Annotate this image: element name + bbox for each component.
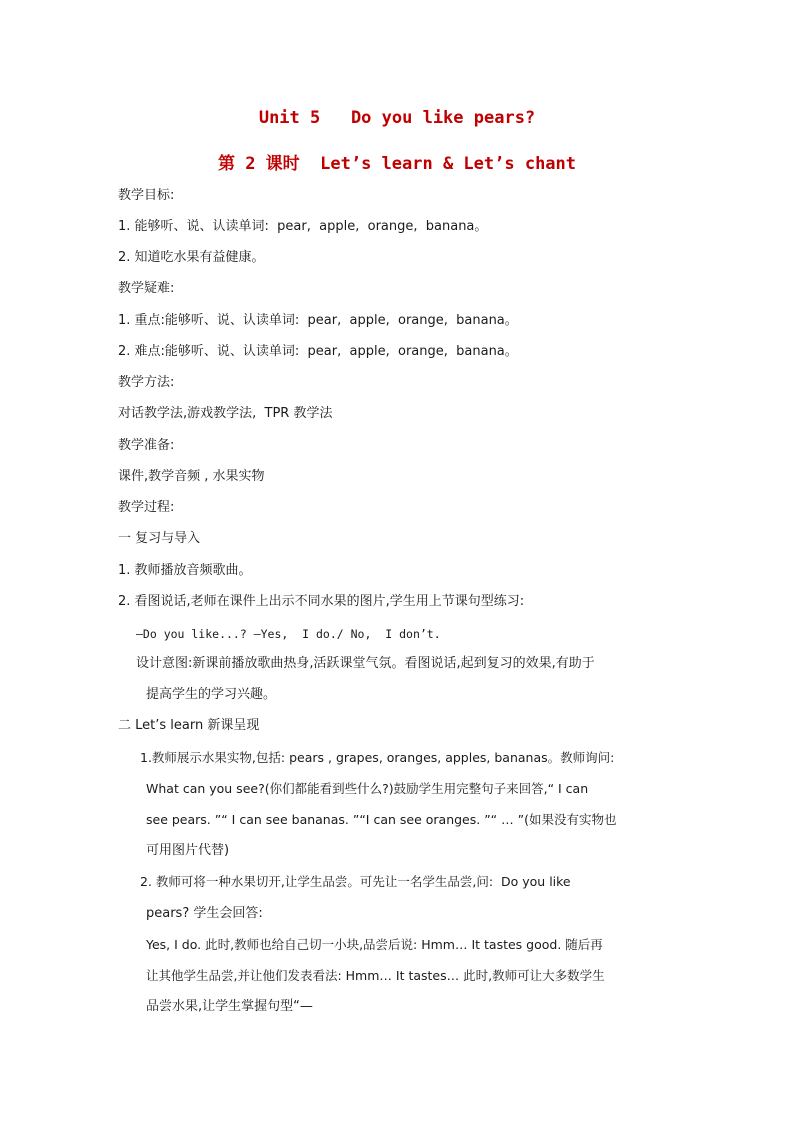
- section-heading: 教学准备:: [118, 438, 175, 453]
- step-line: pears? 学生会回答:: [146, 906, 263, 921]
- unit-title: Unit 5 Do you like pears?: [258, 108, 536, 128]
- design-intent-line: 设计意图:新课前播放歌曲热身,活跃课堂气氛。看图说话,起到复习的效果,有助于: [136, 656, 595, 671]
- step-line: 1. 教师播放音频歌曲。: [118, 563, 252, 578]
- step-line: What can you see?(你们都能看到些什么?)鼓励学生用完整句子来回答,“ I can: [146, 781, 589, 796]
- method-line: 对话教学法,游戏教学法, TPR 教学法: [118, 406, 333, 421]
- step-line: Yes, I do. 此时,教师也给自己切一小块,品尝后说: Hmm… It tastes good. 随后再: [146, 937, 603, 952]
- objective-line: 2. 知道吃水果有益健康。: [118, 250, 265, 265]
- dialogue-line: —Do you like...? —Yes, I do./ No, I don’t.: [136, 627, 441, 641]
- step-line: 可用图片代替): [146, 843, 230, 858]
- section-heading: 教学方法:: [118, 375, 175, 390]
- difficulty-line: 2. 难点:能够听、说、认读单词: pear, apple, orange, banana。: [118, 344, 518, 359]
- objective-line: 1. 能够听、说、认读单词: pear, apple, orange, banana。: [118, 219, 488, 234]
- step-line: 2. 教师可将一种水果切开,让学生品尝。可先让一名学生品尝,问: Do you like: [140, 874, 571, 889]
- section-heading: 教学疑难:: [118, 281, 175, 296]
- step-line: 让其他学生品尝,并让他们发表看法: Hmm… It tastes… 此时,教师可让大多数学生: [146, 968, 605, 983]
- section-heading: 教学目标:: [118, 188, 175, 203]
- section-heading: 教学过程:: [118, 500, 175, 515]
- step-heading: 二 Let’s learn 新课呈现: [118, 718, 260, 733]
- preparation-line: 课件,教学音频 , 水果实物: [118, 469, 265, 484]
- step-line: see pears. ”“ I can see bananas. ”“I can see oranges. ”“ … ”(如果没有实物也: [146, 812, 617, 827]
- difficulty-line: 1. 重点:能够听、说、认读单词: pear, apple, orange, banana。: [118, 313, 518, 328]
- step-line: 1.教师展示水果实物,包括: pears , grapes, oranges, apples, bananas。教师询问:: [140, 750, 615, 765]
- design-intent-line: 提高学生的学习兴趣。: [146, 687, 277, 702]
- step-line: 品尝水果,让学生掌握句型“—: [146, 999, 313, 1014]
- lesson-title: 第 2 课时 Let’s learn & Let’s chant: [217, 154, 577, 174]
- step-line: 2. 看图说话,老师在课件上出示不同水果的图片,学生用上节课句型练习:: [118, 594, 525, 609]
- step-heading: 一 复习与导入: [118, 531, 201, 546]
